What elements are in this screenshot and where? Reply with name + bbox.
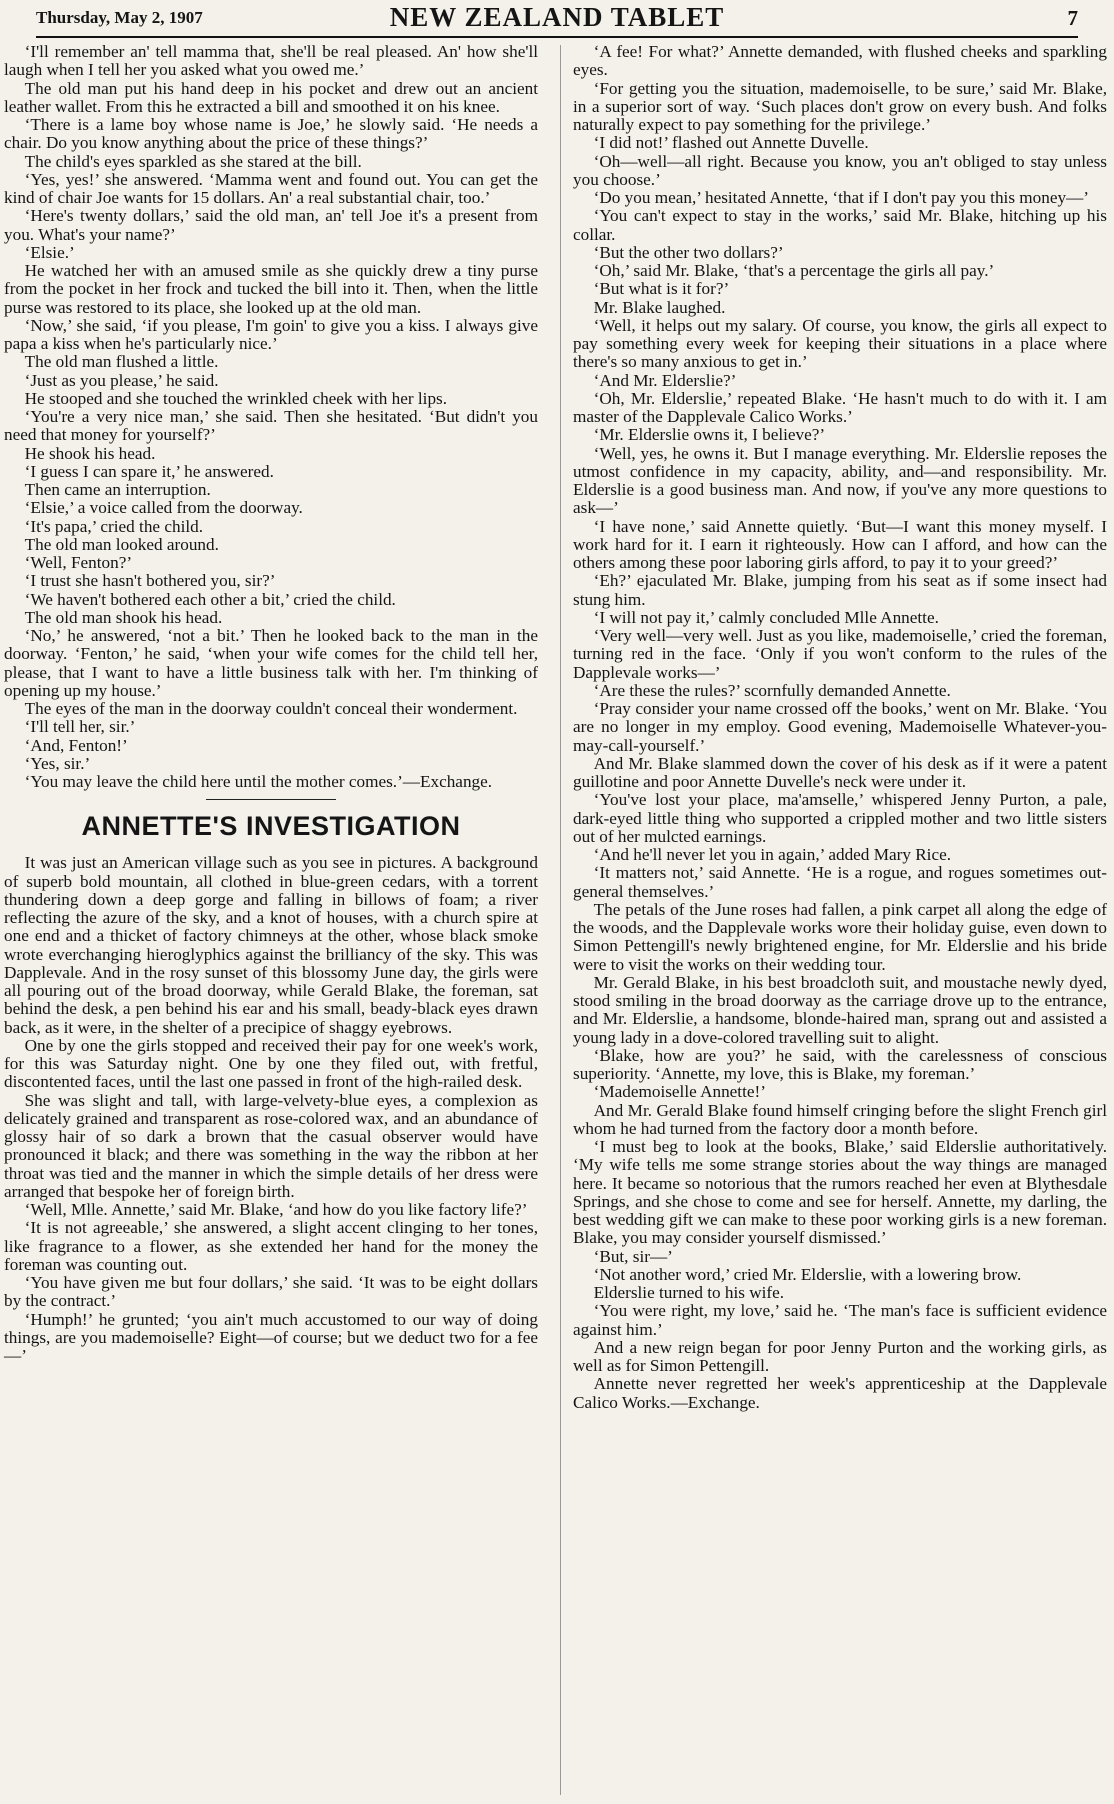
paragraph: He shook his head. xyxy=(24,443,156,463)
article-body-continued xyxy=(573,43,1107,1412)
left-column xyxy=(4,43,538,1365)
paragraph: The child's eyes sparkled as she stared at the bill. xyxy=(24,151,362,171)
paragraph: ‘Now,’ she said, ‘if you please, I'm goin' to give you a kiss. I always give papa a kiss when he's particularly nice.’ xyxy=(4,315,538,353)
paragraph: ‘I trust she hasn't bothered you, sir?’ xyxy=(24,571,276,591)
paragraph: ‘Are these the rules?’ scornfully demanded Annette. xyxy=(593,680,951,700)
paragraph: ‘Well, it helps out my salary. Of course, you know, the girls all expect to pay something every week for keeping their situations in a place where there's so many anxious to get in.’ xyxy=(573,315,1107,372)
paragraph: ‘I will not pay it,’ calmly concluded Mlle Annette. xyxy=(593,607,939,627)
paragraph: He watched her with an amused smile as she quickly drew a tiny purse from the pocket in her frock and tucked the bill into it. Then, when the little purse was restored to its place, she looked up at the old man. xyxy=(4,261,538,317)
paragraph: Elderslie turned to his wife. xyxy=(593,1283,785,1302)
paragraph: One by one the girls stopped and received their pay for one week's work, for this was Saturday night. One by one they filed out, with fretful, discontented faces, until the last one passed in front of the high-railed desk. xyxy=(4,1035,538,1092)
paragraph: ‘But, sir—’ xyxy=(593,1246,673,1266)
page-number: 7 xyxy=(1067,6,1078,30)
paragraph: ‘Elsie,’ a voice called from the doorway. xyxy=(24,498,303,518)
paragraph: ‘And he'll never let you in again,’ added Mary Rice. xyxy=(593,845,952,864)
paragraph: ‘I'll remember an' tell mamma that, she'll be real pleased. An' how she'll laugh when I tell her you asked what you owed me.’ xyxy=(4,42,538,80)
paragraph: Annette never regretted her week's apprenticeship at the Dapplevale Calico Works.—Exchange. xyxy=(573,1374,1107,1412)
paragraph: And Mr. Blake slammed down the cover of his desk as if it were a patent guillotine and poor Annette Duvelle's neck were under it. xyxy=(573,753,1107,791)
paragraph: ‘Mr. Elderslie owns it, I believe?’ xyxy=(593,425,826,445)
paragraph: ‘Pray consider your name crossed off the books,’ went on Mr. Blake. ‘You are no longer in my employ. Good evening, Mademoiselle Whatever-you-may-call-yourself.’ xyxy=(573,699,1107,755)
masthead xyxy=(36,2,1078,38)
paragraph: ‘For getting you the situation, mademoiselle, to be sure,’ said Mr. Blake, in a superior sort of way. ‘Such places don't grow on every bush. And folks naturally expect to pay something for the privilege.’ xyxy=(573,78,1107,134)
column-divider xyxy=(560,45,561,1795)
paragraph: ‘Mademoiselle Annette!’ xyxy=(593,1082,766,1102)
paragraph: The petals of the June roses had fallen, a pink carpet all along the edge of the woods, and the Dapplevale works wore their holiday guise, even down to Simon Pettengill's newly brightened engine, for Mr. Elderslie and his bride were to visit the works on their wedding tour. xyxy=(573,899,1107,974)
paragraph: ‘And, Fenton!’ xyxy=(24,735,128,755)
paragraph: ‘Oh—well—all right. Because you know, you an't obliged to stay unless you choose.’ xyxy=(573,151,1107,189)
paragraph: ‘You have given me but four dollars,’ she said. ‘It was to be eight dollars by the contract.’ xyxy=(4,1273,538,1311)
paragraph: ‘You may leave the child here until the mother comes.’—Exchange. xyxy=(24,772,493,791)
paragraph: ‘Well, yes, he owns it. But I manage everything. Mr. Elderslie reposes the utmost confidence in my capacity, ability, and—and responsibility. Mr. Elderslie is a good business man. And now, if you've any more questions to ask—’ xyxy=(573,443,1107,518)
paragraph: ‘I did not!’ flashed out Annette Duvelle. xyxy=(593,133,869,153)
story-ending xyxy=(4,43,538,791)
paragraph: ‘You're a very nice man,’ she said. Then she hesitated. ‘But didn't you need that money for yourself?’ xyxy=(4,407,538,445)
article-heading: ANNETTE'S INVESTIGATION xyxy=(81,811,461,842)
paragraph: ‘Just as you please,’ he said. xyxy=(24,370,219,390)
right-column xyxy=(573,43,1107,1412)
paragraph: ‘Oh,’ said Mr. Blake, ‘that's a percentage the girls all pay.’ xyxy=(593,261,995,280)
paragraph: ‘You can't expect to stay in the works,’ said Mr. Blake, hitching up his collar. xyxy=(573,206,1107,244)
paragraph: ‘You've lost your place, ma'amselle,’ whispered Jenny Purton, a pale, dark-eyed little thing who supported a crippled mother and two little sisters out of her mulcted earnings. xyxy=(573,790,1107,846)
paragraph: The eyes of the man in the doorway couldn't conceal their wonderment. xyxy=(24,699,518,718)
paragraph: ‘There is a lame boy whose name is Joe,’ he slowly said. ‘He needs a chair. Do you know anything about the price of these things?’ xyxy=(4,115,538,153)
paragraph: ‘But the other two dollars?’ xyxy=(593,242,784,262)
paragraph: ‘It matters not,’ said Annette. ‘He is a rogue, and rogues sometimes out-general themselves.’ xyxy=(573,863,1107,901)
paragraph: ‘Well, Mlle. Annette,’ said Mr. Blake, ‘and how do you like factory life?’ xyxy=(24,1200,528,1219)
paragraph: ‘Blake, how are you?’ he said, with the carelessness of conscious superiority. ‘Annette, my love, this is Blake, my foreman.’ xyxy=(573,1045,1107,1083)
paragraph: The old man put his hand deep in his pocket and drew out an ancient leather wallet. From this he extracted a bill and smoothed it on his knee. xyxy=(4,78,538,116)
paragraph: ‘You were right, my love,’ said he. ‘The man's face is sufficient evidence against him.’ xyxy=(573,1301,1107,1339)
article-body-start xyxy=(4,854,538,1365)
paragraph: The old man flushed a little. xyxy=(24,352,219,372)
paragraph: ‘Eh?’ ejaculated Mr. Blake, jumping from his seat as if some insect had stung him. xyxy=(573,571,1107,609)
paragraph: ‘Humph!’ he grunted; ‘you ain't much accustomed to our way of doing things, are you mademoiselle? Eight—of course; but we deduct two for a fee—’ xyxy=(4,1309,538,1365)
paragraph: ‘Not another word,’ cried Mr. Elderslie, with a lowering brow. xyxy=(593,1264,1022,1284)
paragraph: ‘I have none,’ said Annette quietly. ‘But—I want this money myself. I work hard for it. I earn it righteously. How can I afford, and how can the others among these poor laboring girls afford, to pay it to your greed?’ xyxy=(573,516,1107,572)
paragraph: He stooped and she touched the wrinkled cheek with her lips. xyxy=(24,388,448,408)
paragraph: Then came an interruption. xyxy=(24,480,211,499)
paragraph: ‘Very well—very well. Just as you like, mademoiselle,’ cried the foreman, turning red in the face. ‘Only if you won't conform to the rules of the Dapplevale works—’ xyxy=(573,626,1107,682)
paragraph: ‘I guess I can spare it,’ he answered. xyxy=(24,461,274,481)
paragraph: It was just an American village such as you see in pictures. A background of superb bold mountain, all clothed in blue-green cedars, with a torrent thundering down a deep gorge and falling in billows of foam; a river reflecting the azure of the sky, and a knot of houses, with a church spire at one end and a thicket of factory chimneys at the other, whose black smoke wrote everchanging hieroglyphics against the brilliancy of the sky. This was Dapplevale. And in the rosy sunset of this blossomy June day, the girls were all pouring out of the broad doorway, while Gerald Blake, the foreman, sat behind the desk, a pen behind his ear and his small, beady-black eyes drawn back, as it were, in the shelter of a precipice of shaggy eyebrows. xyxy=(4,853,538,1037)
paragraph: ‘Elsie.’ xyxy=(24,242,75,262)
paragraph: The old man looked around. xyxy=(24,534,219,554)
paragraph: ‘Yes, sir.’ xyxy=(24,753,91,773)
paragraph: She was slight and tall, with large-velvety-blue eyes, a complexion as delicately grained and transparent as rose-colored wax, and an abundance of glossy hair of so dark a brown that the casual observer would have pronounced it black; and there was something in the way the ribbon at her throat was tied and the manner in which the simple details of her dress were arranged that bespoke her of foreign birth. xyxy=(4,1090,538,1201)
paragraph: And a new reign began for poor Jenny Purton and the working girls, as well as for Simon Pettengill. xyxy=(573,1337,1107,1375)
section-rule xyxy=(206,799,336,800)
paragraph: ‘I must beg to look at the books, Blake,’ said Elderslie authoritatively. ‘My wife tells me some strange stories about the way things are managed here. It became so notorious that the rumors reached her even at Blythesdale Springs, and she chose to come and see for herself. Annette, my darling, the best wedding gift we can make to these poor working girls is a new foreman. Blake, you may consider yourself dismissed.’ xyxy=(573,1137,1107,1248)
paragraph: ‘Oh, Mr. Elderslie,’ repeated Blake. ‘He hasn't much to do with it. I am master of the Dapplevale Calico Works.’ xyxy=(573,388,1107,426)
paragraph: ‘And Mr. Elderslie?’ xyxy=(593,370,737,390)
paragraph: ‘We haven't bothered each other a bit,’ cried the child. xyxy=(24,589,396,609)
paragraph: ‘A fee! For what?’ Annette demanded, with flushed cheeks and sparkling eyes. xyxy=(573,42,1107,80)
paragraph: ‘It is not agreeable,’ she answered, a slight accent clinging to her tones, like fragrance to a flower, as she extended her hand for the money the foreman was counting out. xyxy=(4,1218,538,1274)
paragraph: ‘But what is it for?’ xyxy=(593,279,730,299)
paragraph: ‘Here's twenty dollars,’ said the old man, an' tell Joe it's a present from you. What's your name?’ xyxy=(4,206,538,244)
paragraph: ‘Well, Fenton?’ xyxy=(24,553,133,572)
paragraph: Mr. Blake laughed. xyxy=(593,297,726,317)
paragraph: ‘It's papa,’ cried the child. xyxy=(24,516,204,536)
newspaper-title: NEW ZEALAND TABLET xyxy=(389,2,725,32)
paragraph: Mr. Gerald Blake, in his best broadcloth suit, and moustache newly dyed, stood smiling in the broad doorway as the carriage drove up to the entrance, and Mr. Elderslie, a handsome, blonde-haired man, sprang out and assisted a young lady in a dove-colored travelling suit to alight. xyxy=(573,972,1107,1047)
paragraph: The old man shook his head. xyxy=(24,607,223,627)
paragraph: ‘No,’ he answered, ‘not a bit.’ Then he looked back to the man in the doorway. ‘Fenton,’ he said, ‘when your wife comes for the child tell her, please, that I want to have a little business talk with her. I'm thinking of opening up my house.’ xyxy=(4,626,538,700)
issue-date: Thursday, May 2, 1907 xyxy=(36,8,203,27)
paragraph: ‘Do you mean,’ hesitated Annette, ‘that if I don't pay you this money—’ xyxy=(593,188,1089,207)
paragraph: ‘Yes, yes!’ she answered. ‘Mamma went and found out. You can get the kind of chair Joe wants for 15 dollars. An' a real substantial chair, too.’ xyxy=(4,169,538,207)
paragraph: ‘I'll tell her, sir.’ xyxy=(24,717,136,737)
paragraph: And Mr. Gerald Blake found himself cringing before the slight French girl whom he had turned from the factory door a month before. xyxy=(573,1100,1107,1138)
